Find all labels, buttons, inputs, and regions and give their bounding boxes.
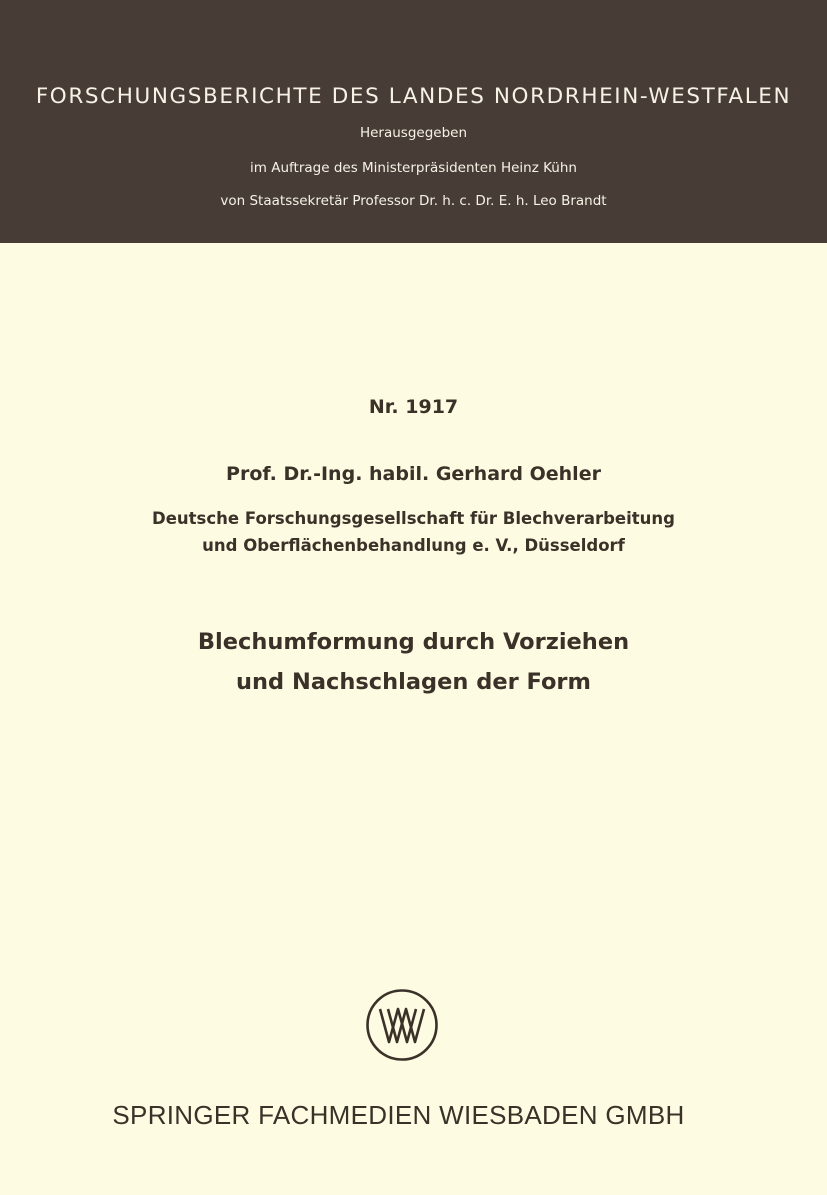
book-title-line-1: Blechumformung durch Vorziehen: [197, 629, 630, 655]
publisher-name: SPRINGER FACHMEDIEN WIESBADEN GMBH: [112, 1100, 685, 1130]
publisher-logo-icon: [365, 988, 439, 1062]
editor-line-1: Herausgegeben: [359, 125, 468, 141]
editor-line-2: im Auftrage des Ministerpräsidenten Heinz Kühn: [250, 160, 577, 176]
author-name: Prof. Dr.-Ing. habil. Gerhard Oehler: [226, 463, 601, 485]
book-title-line-2: und Nachschlagen der Form: [236, 669, 591, 695]
volume-number: Nr. 1917: [368, 396, 459, 418]
affiliation-line-2: und Oberflächenbehandlung e. V., Düsseldorf: [202, 536, 625, 555]
header-band: [0, 0, 827, 243]
editor-line-3: von Staatssekretär Professor Dr. h. c. Dr. E. h. Leo Brandt: [220, 193, 607, 209]
affiliation-line-1: Deutsche Forschungsgesellschaft für Blechverarbeitung: [152, 509, 675, 528]
series-title: FORSCHUNGSBERICHTE DES LANDES NORDRHEIN-WESTFALEN: [35, 84, 792, 109]
